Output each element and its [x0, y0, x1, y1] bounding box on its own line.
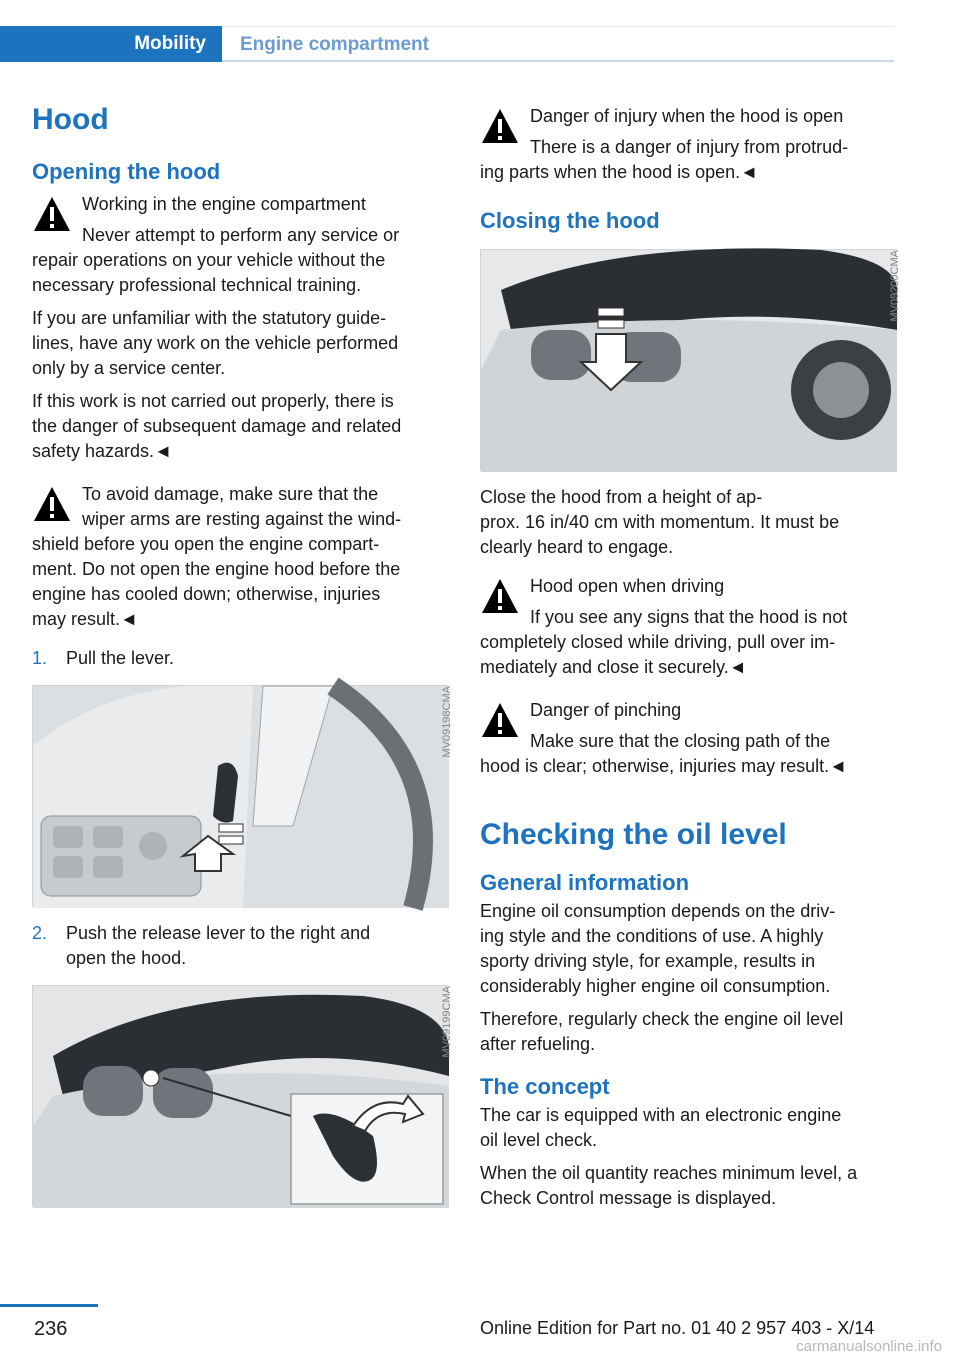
heading-closing-hood: Closing the hood: [480, 208, 660, 233]
warning-engine-compartment: Working in the engine compartment Never attempt to perform any service or repair operations on your vehicle without the necessary professional technical training.: [32, 192, 452, 298]
warning-triangle-icon: [32, 484, 72, 524]
footer-accent-line: [0, 1304, 98, 1307]
step-number: 2.: [32, 923, 48, 943]
step-2: [32, 921, 452, 971]
step-text: Pull the lever.: [66, 648, 175, 668]
illustration-release-lever: [32, 985, 453, 1207]
tab-mobility[interactable]: Mobility: [0, 26, 222, 62]
image-code: MV09198CMA: [441, 686, 453, 758]
release-lever-illustration-graphic: [33, 986, 449, 1208]
heading-opening-hood: Opening the hood: [32, 159, 221, 184]
paragraph-check-oil: Therefore, regularly check the engine oil level after refueling.: [480, 1009, 844, 1054]
illustration-closing-hood: [480, 249, 901, 471]
hood-lever-illustration-graphic: [33, 686, 449, 908]
warning-triangle-icon: [480, 576, 520, 616]
heading-concept: The concept: [480, 1074, 610, 1099]
heading-general-information: General information: [480, 870, 690, 895]
warning-hood-open: Danger of injury when the hood is open There is a danger of injury from protrud- ing parts when the hood is open.◄: [480, 104, 900, 185]
warning-title: Working in the engine compartment: [82, 194, 366, 214]
warning-wiper-arms: To avoid damage, make sure that the wiper arms are resting against the wind- shield before you open the engine compart- ment. Do not open the engine hood before the engine has cooled down; otherwise, injuries may result.◄: [32, 484, 402, 629]
heading-hood: Hood: [32, 103, 109, 136]
watermark-text: carmanualsonline.info: [796, 1338, 942, 1355]
warning-pinching: Danger of pinching Make sure that the closing path of the hood is clear; otherwise, injuries may result.◄: [480, 698, 900, 779]
paragraph-close-hood: Close the hood from a height of ap- prox. 16 in/40 cm with momentum. It must be clearly heard to engage.: [480, 487, 840, 557]
left-column: [32, 100, 452, 1207]
warning-title: Hood open when driving: [530, 576, 725, 596]
paragraph-danger: If this work is not carried out properly, there is the danger of subsequent damage and related safety hazards.◄: [32, 391, 402, 461]
warning-title: Danger of injury when the hood is open: [530, 106, 844, 126]
image-code: MV09200CMA: [889, 250, 901, 322]
warning-triangle-icon: [32, 194, 72, 234]
step-1: [32, 646, 452, 671]
right-column: [480, 100, 900, 1211]
step-number: 1.: [32, 648, 48, 668]
paragraph-oil-consumption: Engine oil consumption depends on the driv- ing style and the conditions of use. A highly sporty driving style, for example, results in considerably higher engine oil consumption.: [480, 901, 836, 996]
page-number: 236: [34, 1318, 68, 1340]
tab-engine-compartment[interactable]: Engine compartment: [222, 26, 894, 62]
header-bar: [0, 26, 894, 62]
paragraph-concept: The car is equipped with an electronic engine oil level check.: [480, 1105, 842, 1150]
paragraph-minimum-level: When the oil quantity reaches minimum level, a Check Control message is displayed.: [480, 1163, 858, 1208]
warning-title: Danger of pinching: [530, 700, 682, 720]
footer-edition-text: Online Edition for Part no. 01 40 2 957 403 - X/14: [480, 1318, 875, 1338]
illustration-hood-lever: [32, 685, 453, 907]
warning-triangle-icon: [480, 106, 520, 146]
image-code: MV09199CMA: [441, 986, 453, 1058]
closing-hood-illustration-graphic: [481, 250, 897, 472]
paragraph-statutory: If you are unfamiliar with the statutory guide- lines, have any work on the vehicle performed only by a service center.: [32, 308, 399, 378]
warning-triangle-icon: [480, 700, 520, 740]
heading-checking-oil: Checking the oil level: [480, 818, 787, 851]
warning-hood-open-driving: Hood open when driving If you see any signs that the hood is not completely closed while driving, pull over im- mediately and close it securely.◄: [480, 574, 900, 680]
step-text: Push the release lever to the right and open the hood.: [66, 923, 371, 968]
